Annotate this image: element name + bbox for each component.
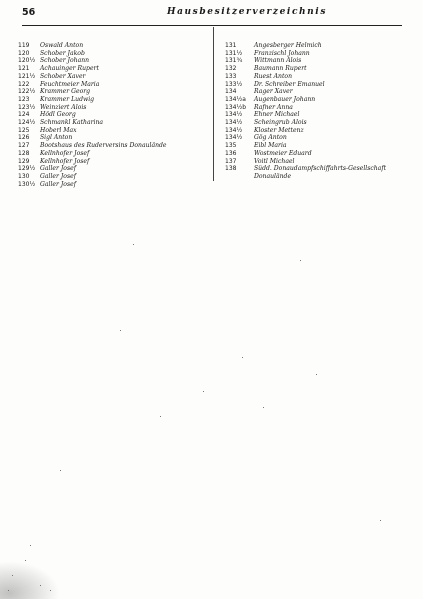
house-number: 134½b bbox=[225, 103, 247, 111]
scan-speck bbox=[60, 470, 61, 471]
register-entry bbox=[225, 127, 417, 135]
owner-name: Galler Josef bbox=[40, 165, 76, 173]
house-number: 131 bbox=[225, 42, 237, 49]
owner-name: Feuchtmeier Maria bbox=[40, 80, 100, 88]
house-number: 127 bbox=[18, 142, 30, 150]
column-divider bbox=[213, 27, 214, 181]
house-number: 122½ bbox=[18, 88, 36, 96]
owner-name: Kellnhofer Josef bbox=[40, 157, 90, 165]
house-number: 129½ bbox=[18, 165, 36, 173]
scan-speck bbox=[160, 416, 161, 417]
owner-name: Kellnhofer Josef bbox=[40, 149, 90, 157]
house-number: 120 bbox=[18, 49, 30, 57]
house-number: 133 bbox=[225, 72, 237, 80]
scan-speck bbox=[316, 374, 317, 375]
scan-speck bbox=[40, 585, 41, 586]
register-entry bbox=[225, 65, 417, 73]
scan-speck bbox=[203, 391, 204, 392]
house-number: 129 bbox=[18, 157, 30, 165]
owner-name: Gög Anton bbox=[254, 134, 287, 142]
register-entry bbox=[225, 104, 417, 112]
owner-name: Wittmann Alois bbox=[254, 57, 302, 65]
left-column bbox=[18, 42, 210, 188]
register-entry bbox=[225, 96, 417, 104]
register-entry bbox=[225, 150, 417, 158]
house-number: 121½ bbox=[18, 72, 36, 80]
owner-name: Krammer Ludwig bbox=[40, 95, 95, 103]
house-number: 123½ bbox=[18, 103, 36, 111]
owner-name: Hödl Georg bbox=[40, 111, 76, 119]
owner-name: Eibl Maria bbox=[254, 142, 287, 150]
scan-speck bbox=[300, 260, 301, 261]
house-number: 131½ bbox=[225, 49, 243, 57]
scan-speck bbox=[242, 357, 243, 358]
house-number: 128 bbox=[18, 149, 30, 157]
house-number: 124½ bbox=[18, 119, 36, 127]
owner-name: Rager Xaver bbox=[254, 88, 293, 96]
scan-speck bbox=[263, 407, 264, 408]
register-entry bbox=[225, 73, 417, 81]
owner-name: Dr. Schreiber Emanuel bbox=[254, 80, 325, 88]
owner-name: Galler Josef bbox=[40, 180, 76, 188]
house-number: 134½a bbox=[225, 95, 246, 103]
register-entry bbox=[225, 57, 417, 65]
house-number: 119 bbox=[18, 42, 30, 49]
register-entry bbox=[225, 119, 417, 127]
owner-name: Krammer Georg bbox=[40, 88, 91, 96]
register-entry bbox=[18, 104, 210, 112]
owner-name: Galler Josef bbox=[40, 172, 76, 180]
house-number: 134½ bbox=[225, 111, 243, 119]
scan-speck bbox=[8, 590, 9, 591]
register-entry bbox=[18, 88, 210, 96]
owner-name: Achauinger Rupert bbox=[40, 65, 99, 73]
house-number: 138 bbox=[225, 165, 237, 173]
page-number: 56 bbox=[22, 7, 36, 18]
house-number: 126 bbox=[18, 134, 30, 142]
register-entry bbox=[18, 181, 210, 189]
header-rule bbox=[22, 25, 402, 26]
scan-speck bbox=[120, 330, 121, 331]
house-number: 121 bbox=[18, 65, 30, 73]
house-number: 122 bbox=[18, 80, 30, 88]
owner-name: Voitl Michael bbox=[254, 157, 295, 165]
house-number: 134½ bbox=[225, 126, 243, 134]
owner-name: Ehner Michael bbox=[254, 111, 300, 119]
owner-name: Franzischl Johann bbox=[254, 49, 310, 57]
house-number: 134 bbox=[225, 88, 237, 96]
register-entry bbox=[225, 42, 417, 50]
register-entry bbox=[18, 96, 210, 104]
owner-name: Wostmeier Eduard bbox=[254, 149, 312, 157]
owner-name: Ruest Anton bbox=[254, 72, 292, 80]
register-entry bbox=[18, 150, 210, 158]
house-number: 136 bbox=[225, 149, 237, 157]
scan-speck bbox=[50, 590, 51, 591]
register-entry bbox=[18, 158, 210, 166]
register-entry bbox=[18, 134, 210, 142]
register-entry bbox=[225, 81, 417, 89]
register-entry bbox=[225, 158, 417, 166]
scan-speck bbox=[133, 244, 134, 245]
owner-name: Augenbauer Johann bbox=[254, 95, 316, 103]
owner-name: Schober Jakob bbox=[40, 49, 85, 57]
house-number: 131¾ bbox=[225, 57, 243, 65]
house-number: 135 bbox=[225, 142, 237, 150]
register-entry bbox=[18, 111, 210, 119]
owner-name: Sigl Anton bbox=[40, 134, 73, 142]
register-entry bbox=[18, 119, 210, 127]
running-title: Hausbesitzerverzeichnis bbox=[167, 7, 327, 17]
right-column bbox=[225, 42, 417, 181]
scan-speck bbox=[25, 560, 26, 561]
register-entry bbox=[18, 127, 210, 135]
owner-name: Kloster Mettenz bbox=[254, 126, 304, 134]
page-header bbox=[22, 7, 402, 21]
owner-name: Bootshaus des Ruderversins Donaulände bbox=[40, 142, 167, 150]
owner-name: Oswald Anton bbox=[40, 42, 84, 49]
owner-name: Südd. Donaudampfschiffahrts-Gesellschaft Donaulände bbox=[254, 165, 387, 180]
register-entry bbox=[18, 65, 210, 73]
register-entry bbox=[225, 111, 417, 119]
register-entry bbox=[18, 81, 210, 89]
register-entry bbox=[225, 134, 417, 142]
scan-speck bbox=[30, 545, 31, 546]
house-number: 133½ bbox=[225, 80, 243, 88]
house-number: 120½ bbox=[18, 57, 36, 65]
scan-smudge bbox=[0, 561, 60, 599]
house-number: 134½ bbox=[225, 119, 243, 127]
register-entry bbox=[225, 50, 417, 58]
owner-name: Baumann Rupert bbox=[254, 65, 307, 73]
owner-name: Hoberl Max bbox=[40, 126, 77, 134]
register-entry bbox=[18, 50, 210, 58]
register-entry bbox=[225, 165, 417, 180]
scan-speck bbox=[12, 575, 13, 576]
register-entry bbox=[18, 57, 210, 65]
register-entry bbox=[225, 142, 417, 150]
house-number: 123 bbox=[18, 95, 30, 103]
house-number: 137 bbox=[225, 157, 237, 165]
owner-name: Schober Johann bbox=[40, 57, 90, 65]
register-entry bbox=[18, 73, 210, 81]
register-entry bbox=[18, 142, 210, 150]
house-number: 132 bbox=[225, 65, 237, 73]
house-number: 124 bbox=[18, 111, 30, 119]
owner-name: Weinziert Alois bbox=[40, 103, 87, 111]
house-number: 130½ bbox=[18, 180, 36, 188]
owner-name: Scheingrub Alois bbox=[254, 119, 307, 127]
register-entry bbox=[18, 165, 210, 173]
house-number: 125 bbox=[18, 126, 30, 134]
register-entry bbox=[225, 88, 417, 96]
register-entry bbox=[18, 173, 210, 181]
house-number: 130 bbox=[18, 172, 30, 180]
owner-name: Schmankl Katharina bbox=[40, 119, 104, 127]
scan-speck bbox=[380, 520, 381, 521]
owner-name: Rafner Anna bbox=[254, 103, 293, 111]
owner-name: Schober Xaver bbox=[40, 72, 86, 80]
register-entry bbox=[18, 42, 210, 50]
house-number: 134½ bbox=[225, 134, 243, 142]
owner-name: Angesberger Helmich bbox=[254, 42, 322, 49]
